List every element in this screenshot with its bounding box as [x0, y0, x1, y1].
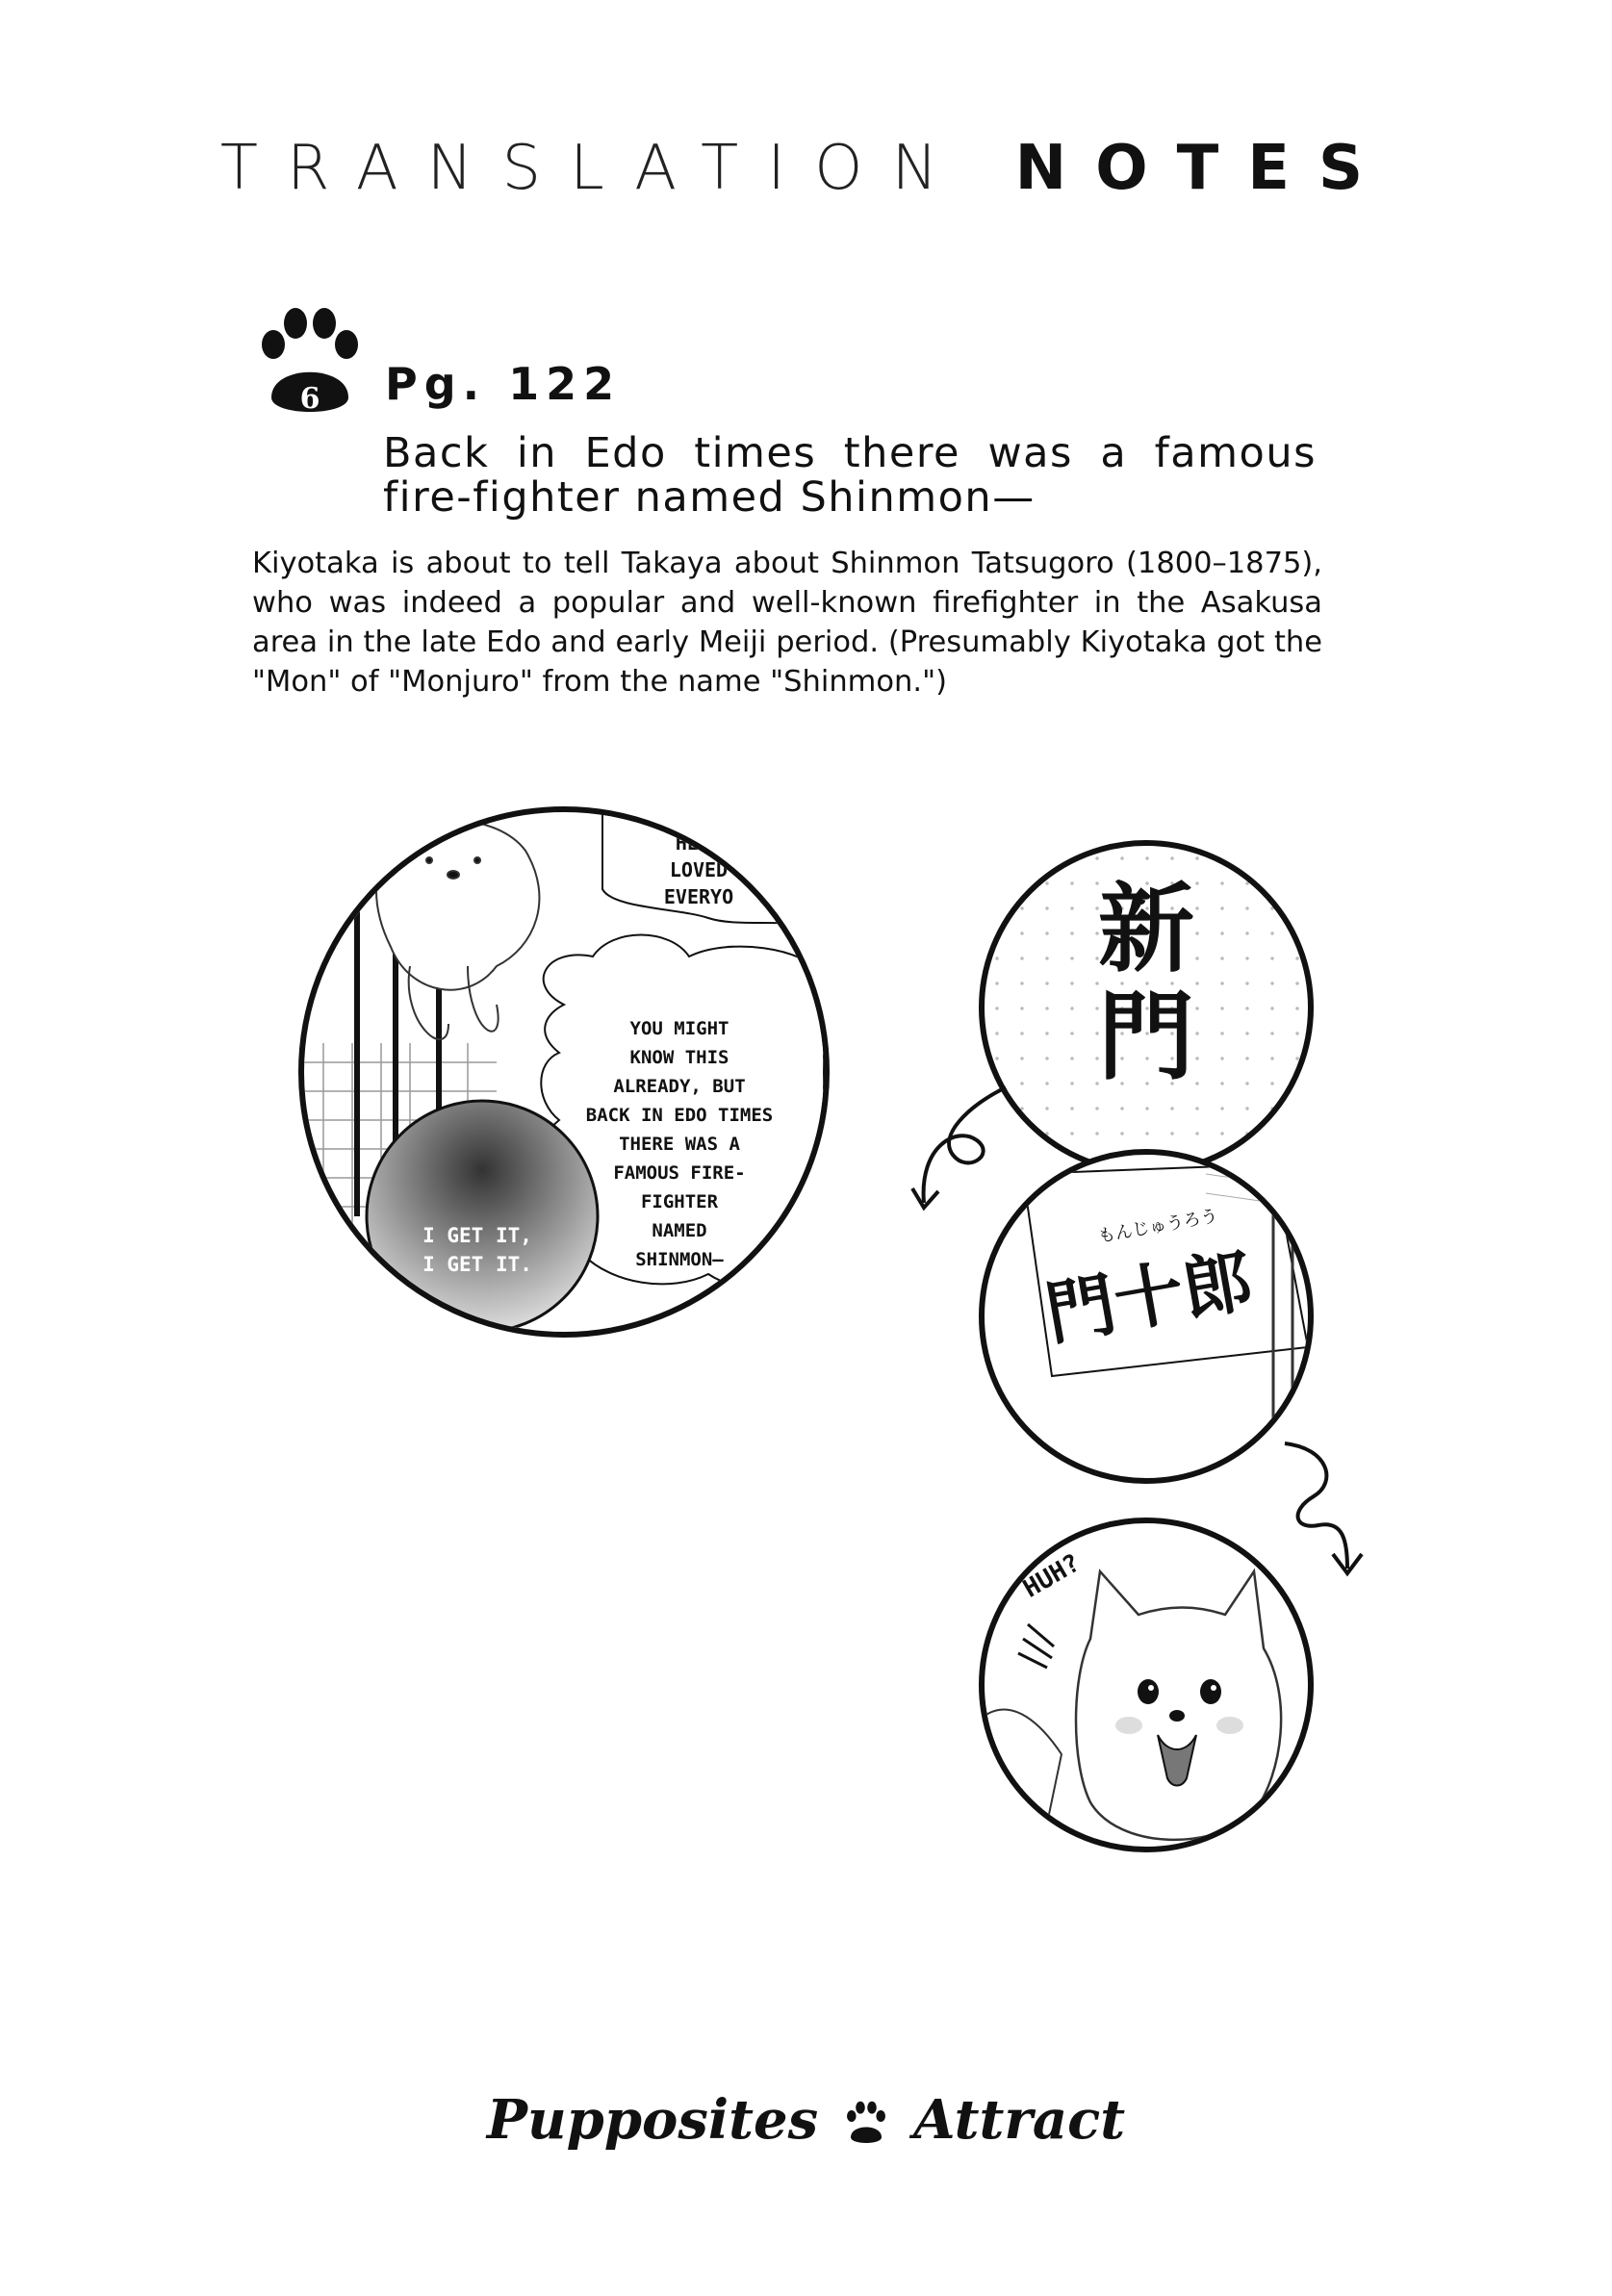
- logo-right-text: Attract: [913, 2088, 1126, 2152]
- manga-panel-kanji: [979, 840, 1314, 1175]
- manga-panel-sign: [979, 1149, 1314, 1484]
- sign-char-ju: 十: [1108, 1250, 1190, 1343]
- logo-left-text: Pupposites: [486, 2088, 819, 2152]
- title-notes: NOTES: [1014, 133, 1393, 204]
- page-title: [0, 133, 1612, 204]
- note-quote: Back in Edo times there was a famous fire-fighter named Shinmon—: [383, 429, 1317, 522]
- kanji-mon: 門: [1098, 980, 1194, 1093]
- paw-icon: [843, 2101, 889, 2147]
- svg-text:6: 6: [299, 382, 320, 416]
- curly-arrow-icon: [1270, 1434, 1367, 1578]
- dark-bubble-text: I GET IT, I GET IT.: [422, 1224, 532, 1276]
- dog-exclamation: HUH?: [1018, 1548, 1086, 1604]
- title-translation: TRANSLATION: [219, 133, 967, 204]
- paw-number-badge: [252, 306, 368, 421]
- sign-char-ro: 郎: [1176, 1237, 1259, 1332]
- sign-char-mon: 門: [1039, 1262, 1122, 1356]
- manga-panel-dog: [979, 1518, 1314, 1852]
- paw-icon: [252, 306, 368, 421]
- top-bubble-text: HEAD LOVED EVERYO: [663, 831, 734, 908]
- kanji-shin: 新: [1098, 872, 1194, 985]
- series-logo: [0, 2088, 1612, 2152]
- manga-panel-main: [298, 806, 830, 1338]
- note-body: Kiyotaka is about to tell Takaya about Shinmon Tatsugoro (1800–1875), who was indeed a popular and well-known firefighter in the Asakusa area in the late Edo and early Meiji period. (Presumably Kiyotaka got the "Mon" of "Monjuro" from the name "Shinmon."): [252, 547, 1322, 699]
- speech-bubble-text: YOU MIGHT KNOW THIS ALREADY, BUT BACK IN EDO TIMES THERE WAS A FAMOUS FIRE- FIGHTER NAMED SHINMON—: [585, 1018, 774, 1270]
- curly-arrow-icon: [909, 1078, 1015, 1222]
- sign-furigana: もんじゅうろう: [1096, 1206, 1220, 1247]
- page-reference: Pg. 122: [385, 358, 622, 410]
